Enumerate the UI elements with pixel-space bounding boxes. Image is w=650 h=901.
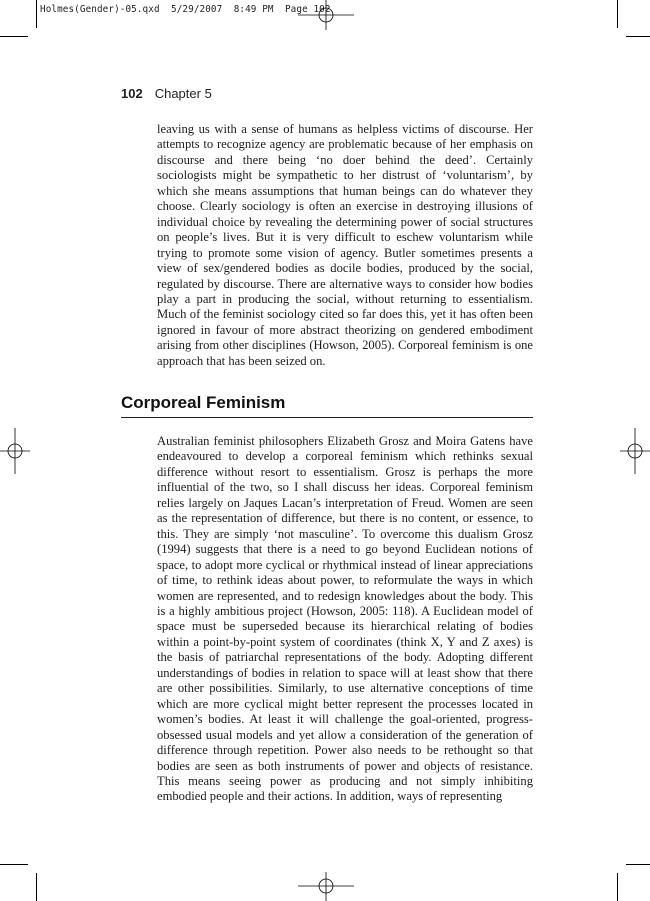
page-number: 102: [121, 86, 143, 101]
crop-mark-top-left-h: [0, 36, 28, 37]
registration-mark-bottom: [298, 872, 354, 901]
running-head: [121, 86, 212, 101]
registration-mark-right: [620, 428, 650, 474]
registration-mark-top: [298, 0, 354, 30]
crop-mark-top-left-v: [36, 0, 37, 28]
crop-mark-bottom-left-v: [36, 873, 37, 901]
crop-mark-bottom-right-h: [626, 864, 650, 865]
crop-mark-top-right-v: [617, 0, 618, 28]
crop-mark-top-right-h: [626, 36, 650, 37]
crop-mark-bottom-right-v: [617, 873, 618, 901]
registration-mark-left: [0, 428, 30, 474]
section-heading: Corporeal Feminism: [121, 393, 533, 418]
printer-slug: Holmes(Gender)-05.qxd 5/29/2007 8:49 PM Page 102: [40, 4, 331, 15]
body-paragraph: Australian feminist philosophers Elizabeth Grosz and Moira Gatens have endeavoured to develop a corporeal feminism which rethinks sexual difference without resort to essentialism. Grosz is perhaps the more influential of the two, so I shall discuss her ideas. Corporeal feminism relies largely on Jaques Lacan’s interpretation of Freud. Women are seen as the representation of difference, but there is no content, or essence, to this. They are simply ‘not masculine’. To overcome this dualism Grosz (1994) suggests that there is a need to go beyond Euclidean notions of space, to adopt more cyclical or rhythmical instead of linear appreciations of time, to rethink ideas about power, to reformulate the ways in which women are represented, and to redesign knowledges about the body. This is a highly ambitious project (Howson, 2005: 118). A Euclidean model of space must be superseded because its hierarchical relating of bodies within a point-by-point system of coordinates (think X, Y and Z axes) is the basis of patriarchal representations of the body. Adopting different understandings of bodies in relation to space will at least show that there are other possibilities. Similarly, to use alternative conceptions of time which are more cyclical might better represent the processes located in women’s bodies. At least it will challenge the goal-oriented, progress-obsessed usual models and yet allow a consideration of the generation of difference through repetition. Power also needs to be rethought so that bodies are seen as both instruments of power and objects of resistance. This means seeing power as producing and not simply inhibiting embodied people and their actions. In addition, ways of representing: [157, 434, 533, 804]
chapter-label: Chapter 5: [154, 86, 212, 101]
crop-mark-bottom-left-h: [0, 864, 28, 865]
body-paragraph: leaving us with a sense of humans as helpless victims of discourse. Her attempts to recognize agency are problematic because of her emphasis on discourse and there being ‘no doer behind the deed’. Certainly sociologists might be sympathetic to her distrust of ‘voluntarism’, by which she means assumptions that human beings can do whatever they choose. Clearly sociology is often an exercise in destroying illusions of individual choice by revealing the determining power of social structures on people’s lives. But it is very difficult to eschew voluntarism while trying to promote some vision of agency. Butler sometimes presents a view of sex/gendered bodies as docile bodies, produced by the social, regulated by discourse. There are alternative ways to consider how bodies play a part in producing the social, without returning to essentialism. Much of the feminist sociology cited so far does this, yet it has often been ignored in favour of more abstract theorizing on gendered embodiment arising from other disciplines (Howson, 2005). Corporeal feminism is one approach that has been seized on.: [157, 122, 533, 368]
